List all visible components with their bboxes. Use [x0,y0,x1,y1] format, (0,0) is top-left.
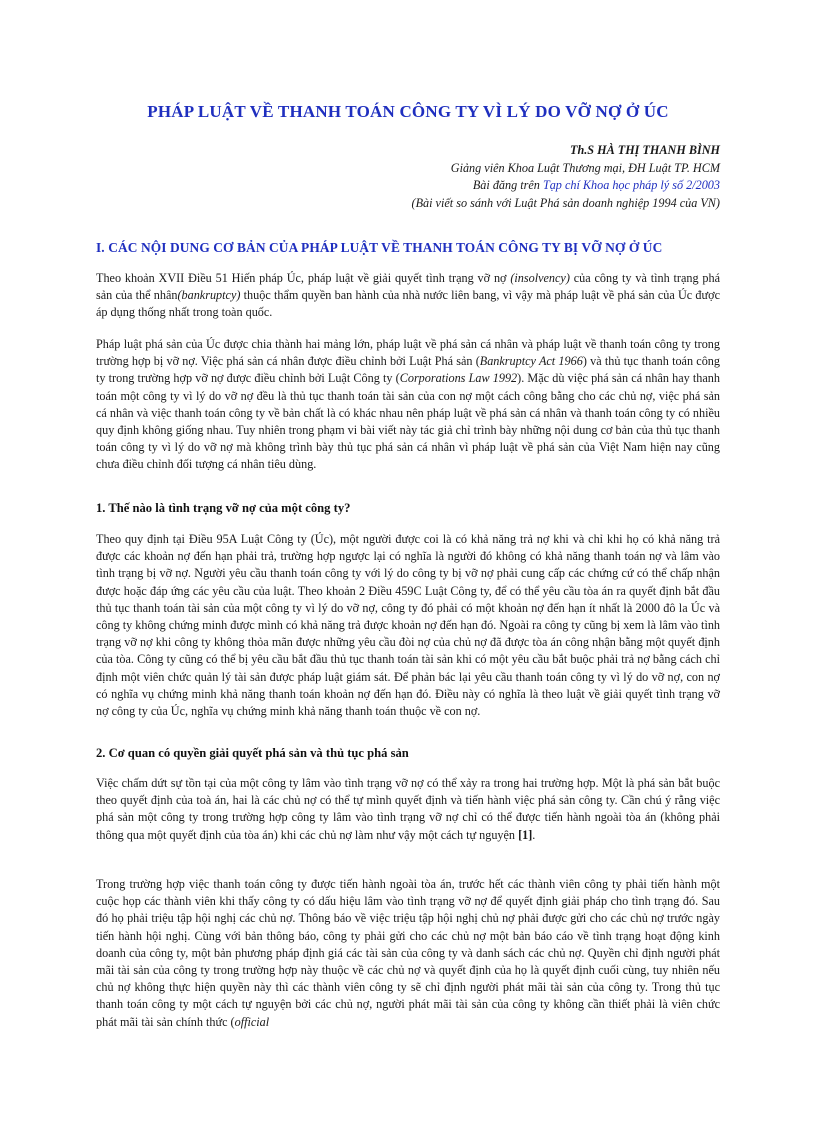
paragraph-liquidation-types: Việc chấm dứt sự tồn tại của một công ty lâm vào tình trạng vỡ nợ có thể xảy ra trong hai trường hợp. Một là phá sản bắt buộc theo quyết định của toà án, hai là các chủ nợ có thể tự mình quyết định và tiến hành việc phá sản công ty. Cần chú ý rằng việc phá sản một công ty trong trường hợp công ty lâm vào tình trạng vỡ nợ chỉ có thể được tiến hành ngoài tòa án (không phải thông qua một quyết định của tòa án) khi các chủ nợ làm như vậy một cách tự nguyện [1]. [96,776,720,842]
document-title: PHÁP LUẬT VỀ THANH TOÁN CÔNG TY VÌ LÝ DO VỠ NỢ Ở ÚC [147,102,669,121]
subsection-1-heading: 1. Thế nào là tình trạng vỡ nợ của một công ty? [96,501,351,515]
author-byline [412,142,720,212]
paragraph-bankruptcy-law: Pháp luật phá sản của Úc được chia thành hai mảng lớn, pháp luật về phá sản cá nhân và pháp luật về thanh toán công ty trong trường hợp bị vỡ nợ. Việc phá sản cá nhân được điều chỉnh bởi Luật Phá sản (Bankruptcy Act 1966) và thủ tục thanh toán công ty trong trường hợp vỡ nợ được điều chỉnh bởi Luật Công ty (Corporations Law 1992). Mặc dù việc phá sản cá nhân hay thanh toán một công ty vì lý do vỡ nợ đều là thủ tục thanh toán tài sản của con nợ một cách công bằng cho các chủ nợ, việc phá sản cá nhân và việc thanh toán công ty về bản chất là có khác nhau nên pháp luật về phá sản cá nhân và thanh toán công ty có nhiều quy định không giống nhau. Tuy nhiên trong phạm vi bài viết này tác giả chỉ trình bày những nội dung cơ bản của thủ tục thanh toán công ty vì lý do vỡ nợ mà không trình bày thủ tục phá sản cá nhân vì pháp luật về phá sản của Việt Nam hiện nay cũng chưa điều chỉnh đối tượng cá nhân tiêu dùng. [96,337,720,472]
paragraph-constitution: Theo khoản XVII Điều 51 Hiến pháp Úc, pháp luật về giải quyết tình trạng vỡ nợ (insolvency) của công ty và tình trạng phá sản của thể nhân(bankruptcy) thuộc thẩm quyền ban hành của nhà nước liên bang, vì vậy mà pháp luật về phá sản của Úc được áp dụng thống nhất trong toàn quốc. [96,271,721,320]
footnote-ref-1[interactable]: [1] [518,827,533,842]
comparison-note: (Bài viết so sánh với Luật Phá sản doanh nghiệp 1994 của VN) [411,195,720,210]
journal-link[interactable]: Tạp chí Khoa học pháp lý số 2/2003 [542,178,720,192]
subsection-2-heading: 2. Cơ quan có quyền giải quyết phá sản và thủ tục phá sản [96,746,409,760]
publication-line: Bài đăng trên Tạp chí Khoa học pháp lý số 2/2003 [472,178,720,192]
author-name: Th.S HÀ THỊ THANH BÌNH [570,143,720,157]
author-position: Giảng viên Khoa Luật Thương mại, ĐH Luật TP. HCM [450,160,720,175]
section-1-heading: I. CÁC NỘI DUNG CƠ BẢN CỦA PHÁP LUẬT VỀ THANH TOÁN CÔNG TY BỊ VỠ NỢ Ở ÚC [96,240,663,255]
paragraph-insolvency-definition: Theo quy định tại Điều 95A Luật Công ty (Úc), một người được coi là có khả năng trả nợ khi và chỉ khi họ có khả năng trả được các khoản nợ đến hạn phải trả, trường hợp ngược lại có nghĩa là người đó không có khả năng thanh toán nợ và lâm vào tình trạng bị vỡ nợ. Người yêu cầu thanh toán công ty với lý do công ty bị vỡ nợ phải cung cấp các chứng cứ có thể chấp nhận được hoặc đáp ứng các yêu cầu của luật. Theo khoản 2 Điều 459C Luật Công ty, để có thể yêu cầu tòa án ra quyết định bắt đầu thủ tục thanh toán tài sản của một công ty vì lý do vỡ nợ, công ty đó phải có một khoản nợ đến hạn ít nhất là 2000 đô la Úc và công ty không chứng minh được mình có khả năng trả được khoản nợ đến hạn đó. Ngoài ra công ty cũng bị xem là lâm vào tình trạng vỡ nợ khi công ty không thỏa mãn được những yêu cầu đòi nợ của chủ nợ đã được tòa án công nhận bằng một quyết định của tòa. Công ty cũng có thể bị yêu cầu bắt đầu thủ tục thanh toán tài sản khi có một yêu cầu bắt buộc phải trả nợ bằng cách chỉ định một viên chức quản lý tài sản được pháp luật giám sát. Để phản bác lại yêu cầu thanh toán công ty vì lý do vỡ nợ, con nợ có nghĩa vụ chứng minh khả năng thanh toán khoản nợ đến hạn đó. Điều này có nghĩa là theo luật về giải quyết tình trạng vỡ nợ công ty của Úc, nghĩa vụ chứng minh khả năng thanh toán thuộc về con nợ. [96,532,721,719]
paragraph-voluntary-liquidation: Trong trường hợp việc thanh toán công ty được tiến hành ngoài tòa án, trước hết các thành viên công ty phải tiến hành một cuộc họp các thành viên khi thấy công ty có dấu hiệu lâm vào tình trạng vỡ nợ để quyết định giải pháp cho tình trạng đó. Sau đó họ phải triệu tập hội nghị các chủ nợ. Thông báo về việc triệu tập hội nghị chủ nợ phải được gửi cho các chủ nợ trước ngày tiến hành hội nghị. Cùng với bản thông báo, công ty phải gửi cho các chủ nợ một bản báo cáo về tình trạng hoạt động kinh doanh của công ty, một bản phương pháp định giá các tài sản của công ty và danh sách các chủ nợ. Quyền chỉ định người phát mãi tài sản của công ty trong trường hợp này thuộc về các chủ nợ và quyết định của họ là quyết định cuối cùng, tuy nhiên nếu chủ nợ không thực hiện quyền này thì các thành viên công ty sẽ chỉ định người phát mãi tài sản của công ty. Trong thủ tục thanh toán công ty một cách tự nguyện bởi các chủ nợ, người phát mãi tài sản của công ty không cần thiết phải là viên chức phát mãi tài sản chính thức (official [96,877,720,1029]
